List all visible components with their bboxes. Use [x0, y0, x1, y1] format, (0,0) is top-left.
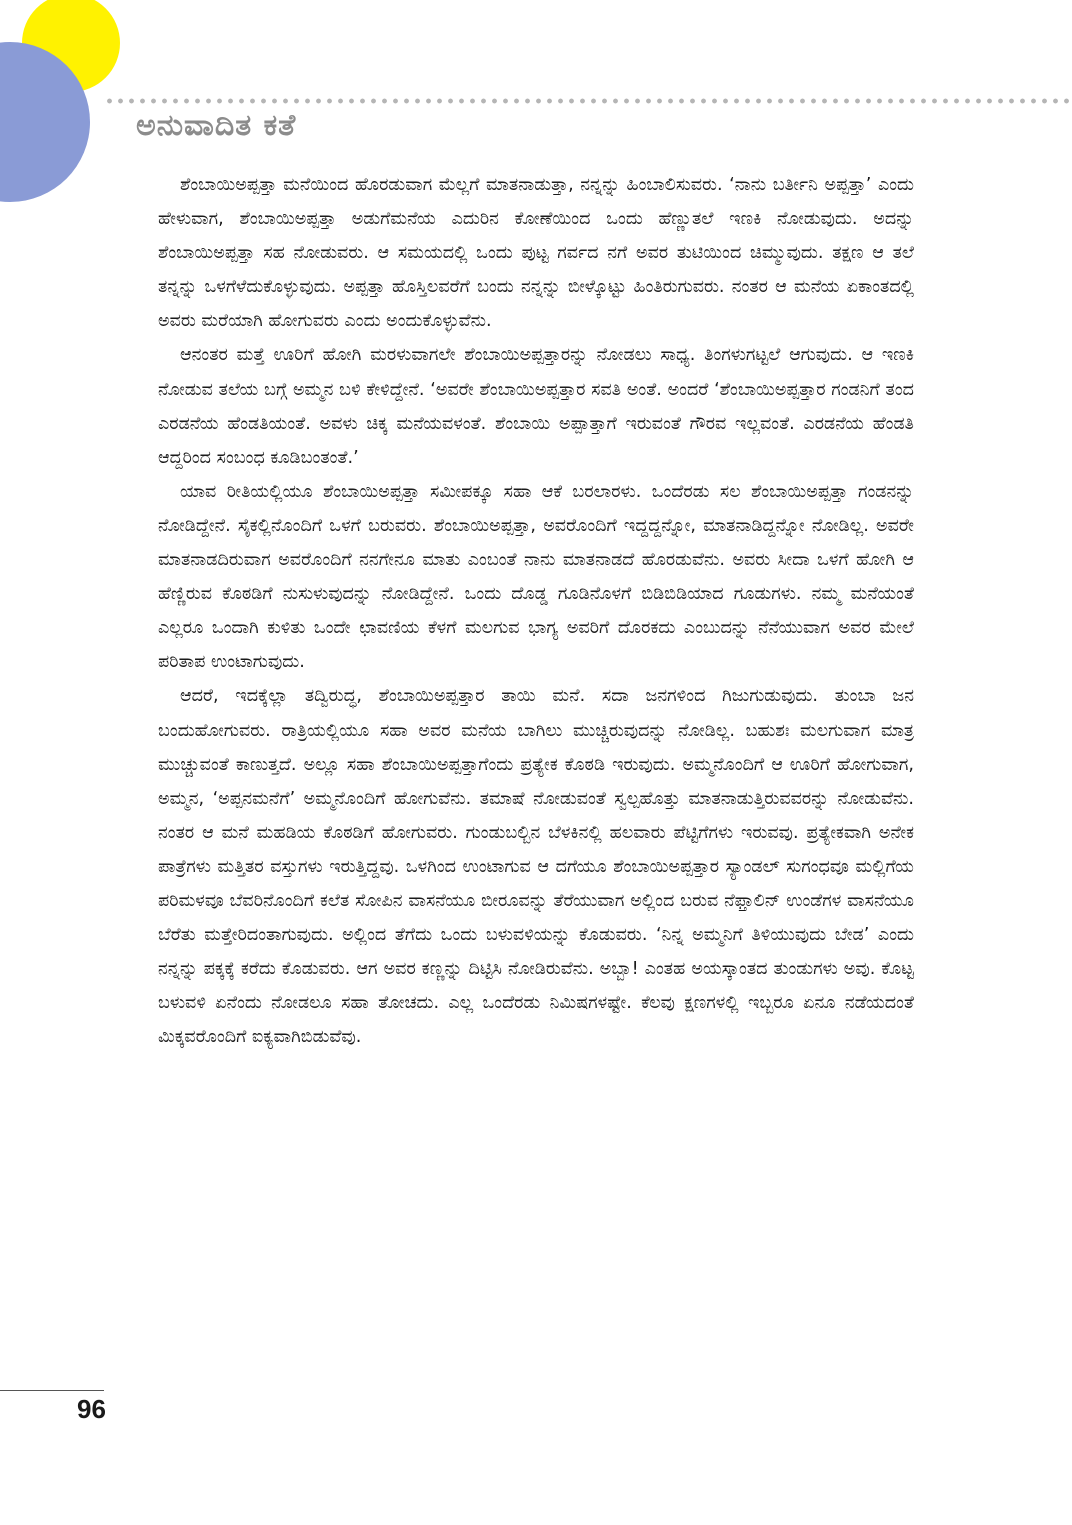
paragraph-1: ಶೆಂಬಾಯಿಅಪ್ಪತ್ತಾ ಮನೆಯಿಂದ ಹೊರಡುವಾಗ ಮೆಲ್ಲಗೆ ಮಾತನಾಡುತ್ತಾ, ನನ್ನನ್ನು ಹಿಂಬಾಲಿಸುವರು. ‘ನಾನು ಬರ್ತೀನಿ ಅಪ್ಪತ್ತಾ’ ಎಂದು ಹೇಳುವಾಗ, ಶೆಂಬಾಯಿಅಪ್ಪತ್ತಾ ಅಡುಗೆಮನೆಯ ಎದುರಿನ ಕೋಣೆಯಿಂದ ಒಂದು ಹೆಣ್ಣುತಲೆ ಇಣಕಿ ನೋಡುವುದು. ಅದನ್ನು ಶೆಂಬಾಯಿಅಪ್ಪತ್ತಾ ಸಹ ನೋಡುವರು. ಆ ಸಮಯದಲ್ಲಿ ಒಂದು ಪುಟ್ಟ ಗರ್ವದ ನಗೆ ಅವರ ತುಟಿಯಿಂದ ಚಿಮ್ಮುವುದು. ತಕ್ಷಣ ಆ ತಲೆ ತನ್ನನ್ನು ಒಳಗೆಳೆದುಕೊಳ್ಳುವುದು. ಅಪ್ಪತ್ತಾ ಹೊಸ್ತಿಲವರೆಗೆ ಬಂದು ನನ್ನನ್ನು ಬೀಳ್ಕೊಟ್ಟು ಹಿಂತಿರುಗುವರು. ನಂತರ ಆ ಮನೆಯ ಏಕಾಂತದಲ್ಲಿ ಅವರು ಮರೆಯಾಗಿ ಹೋಗುವರು ಎಂದು ಅಂದುಕೊಳ್ಳುವೆನು. — [158, 175, 914, 332]
footer-rule — [0, 1390, 104, 1391]
dotted-rule — [104, 97, 1072, 105]
paragraph-2: ಆನಂತರ ಮತ್ತೆ ಊರಿಗೆ ಹೋಗಿ ಮರಳುವಾಗಲೇ ಶೆಂಬಾಯಿಅಪ್ಪತ್ತಾರನ್ನು ನೋಡಲು ಸಾಧ್ಯ. ತಿಂಗಳುಗಟ್ಟಲೆ ಆಗುವುದು. ಆ ಇಣಕಿ ನೋಡುವ ತಲೆಯ ಬಗ್ಗೆ ಅಮ್ಮನ ಬಳಿ ಕೇಳಿದ್ದೇನೆ. ‘ಅವರೇ ಶೆಂಬಾಯಿಅಪ್ಪತ್ತಾರ ಸವತಿ ಅಂತೆ. ಅಂದರೆ ‘ಶೆಂಬಾಯಿಅಪ್ಪತ್ತಾರ ಗಂಡನಿಗೆ ತಂದ ಎರಡನೆಯ ಹೆಂಡತಿಯಂತೆ. ಅವಳು ಚಿಕ್ಕ ಮನೆಯವಳಂತೆ. ಶೆಂಬಾಯಿ ಅಪ್ಪಾತ್ತಾಗೆ ಇರುವಂತೆ ಗೌರವ ಇಲ್ಲವಂತೆ. ಎರಡನೆಯ ಹೆಂಡತಿ ಆದ್ದರಿಂದ ಸಂಬಂಧ ಕೂಡಿಬಂತಂತೆ.’ — [158, 345, 914, 468]
story-body — [158, 168, 914, 1398]
paragraph-4: ಆದರೆ, ಇದಕ್ಕೆಲ್ಲಾ ತದ್ವಿರುದ್ಧ, ಶೆಂಬಾಯಿಅಪ್ಪತ್ತಾರ ತಾಯಿ ಮನೆ. ಸದಾ ಜನಗಳಿಂದ ಗಿಜುಗುಡುವುದು. ತುಂಬಾ ಜನ ಬಂದುಹೋಗುವರು. ರಾತ್ರಿಯಲ್ಲಿಯೂ ಸಹಾ ಅವರ ಮನೆಯ ಬಾಗಿಲು ಮುಚ್ಚಿರುವುದನ್ನು ನೋಡಿಲ್ಲ. ಬಹುಶಃ ಮಲಗುವಾಗ ಮಾತ್ರ ಮುಚ್ಚುವಂತೆ ಕಾಣುತ್ತದೆ. ಅಲ್ಲೂ ಸಹಾ ಶೆಂಬಾಯಿಅಪ್ಪತ್ತಾಗೆಂದು ಪ್ರತ್ಯೇಕ ಕೊಠಡಿ ಇರುವುದು. ಅಮ್ಮನೊಂದಿಗೆ ಆ ಊರಿಗೆ ಹೋಗುವಾಗ, ಅಮ್ಮನ, ‘ಅಪ್ಪನಮನೆಗೆ’ ಅಮ್ಮನೊಂದಿಗೆ ಹೋಗುವೆನು. ತಮಾಷೆ ನೋಡುವಂತೆ ಸ್ವಲ್ಪಹೊತ್ತು ಮಾತನಾಡುತ್ತಿರುವವರನ್ನು ನೋಡುವೆನು. ನಂತರ ಆ ಮನೆ ಮಹಡಿಯ ಕೊಠಡಿಗೆ ಹೋಗುವರು. ಗುಂಡುಬಲ್ಬಿನ ಬೆಳಕಿನಲ್ಲಿ ಹಲವಾರು ಪೆಟ್ಟಿಗೆಗಳು ಇರುವವು. ಪ್ರತ್ಯೇಕವಾಗಿ ಅನೇಕ ಪಾತ್ರೆಗಳು ಮತ್ತಿತರ ವಸ್ತುಗಳು ಇರುತ್ತಿದ್ದವು. ಒಳಗಿಂದ ಉಂಟಾಗುವ ಆ ದಗೆಯೂ ಶೆಂಬಾಯಿಅಪ್ಪತ್ತಾರ ಸ್ಯಾಂಡಲ್ ಸುಗಂಧವೂ ಮಲ್ಲಿಗೆಯ ಪರಿಮಳವೂ ಬೆವರಿನೊಂದಿಗೆ ಕಲೆತ ಸೋಪಿನ ವಾಸನೆಯೂ ಬೀರೂವನ್ನು ತೆರೆಯುವಾಗ ಅಲ್ಲಿಂದ ಬರುವ ನೆಫ್ತಾಲಿನ್ ಉಂಡೆಗಳ ವಾಸನೆಯೂ ಬೆರೆತು ಮತ್ತೇರಿದಂತಾಗುವುದು. ಅಲ್ಲಿಂದ ತೆಗೆದು ಒಂದು ಬಳುವಳಿಯನ್ನು ಕೊಡುವರು. ‘ನಿನ್ನ ಅಮ್ಮನಿಗೆ ತಿಳಿಯುವುದು ಬೇಡ’ ಎಂದು ನನ್ನನ್ನು ಪಕ್ಕಕ್ಕೆ ಕರೆದು ಕೊಡುವರು. ಆಗ ಅವರ ಕಣ್ಣನ್ನು ದಿಟ್ಟಿಸಿ ನೋಡಿರುವೆನು. ಅಬ್ಬಾ! ಎಂತಹ ಅಯಸ್ಕಾಂತದ ತುಂಡುಗಳು ಅವು. ಕೊಟ್ಟ ಬಳುವಳಿ ಏನೆಂದು ನೋಡಲೂ ಸಹಾ ತೋಚದು. ಎಲ್ಲ ಒಂದೆರಡು ನಿಮಿಷಗಳಷ್ಟೇ. ಕೆಲವು ಕ್ಷಣಗಳಲ್ಲಿ ಇಬ್ಬರೂ ಏನೂ ನಡೆಯದಂತೆ ಮಿಕ್ಕವರೊಂದಿಗೆ ಐಕ್ಯವಾಗಿಬಿಡುವೆವು. — [158, 686, 914, 1048]
section-title: ಅನುವಾದಿತ ಕತೆ — [136, 108, 297, 143]
paragraph-3: ಯಾವ ರೀತಿಯಲ್ಲಿಯೂ ಶೆಂಬಾಯಿಅಪ್ಪತ್ತಾ ಸಮೀಪಕ್ಕೂ ಸಹಾ ಆಕೆ ಬರಲಾರಳು. ಒಂದೆರಡು ಸಲ ಶೆಂಬಾಯಿಅಪ್ಪತ್ತಾ ಗಂಡನನ್ನು ನೋಡಿದ್ದೇನೆ. ಸೈಕಲ್ಲಿನೊಂದಿಗೆ ಒಳಗೆ ಬರುವರು. ಶೆಂಬಾಯಿಅಪ್ಪತ್ತಾ, ಅವರೊಂದಿಗೆ ಇದ್ದದ್ದನ್ನೋ, ಮಾತನಾಡಿದ್ದನ್ನೋ ನೋಡಿಲ್ಲ. ಅವರೇ ಮಾತನಾಡದಿರುವಾಗ ಅವರೊಂದಿಗೆ ನನಗೇನೂ ಮಾತು ಎಂಬಂತೆ ನಾನು ಮಾತನಾಡದೆ ಹೊರಡುವೆನು. ಅವರು ಸೀದಾ ಒಳಗೆ ಹೋಗಿ ಆ ಹೆಣ್ಣಿರುವ ಕೊಠಡಿಗೆ ನುಸುಳುವುದನ್ನು ನೋಡಿದ್ದೇನೆ. ಒಂದು ದೊಡ್ಡ ಗೂಡಿನೊಳಗೆ ಬಿಡಿಬಿಡಿಯಾದ ಗೂಡುಗಳು. ನಮ್ಮ ಮನೆಯಂತೆ ಎಲ್ಲರೂ ಒಂದಾಗಿ ಕುಳಿತು ಒಂದೇ ಛಾವಣಿಯ ಕೆಳಗೆ ಮಲಗುವ ಭಾಗ್ಯ ಅವರಿಗೆ ದೊರಕದು ಎಂಬುದನ್ನು ನೆನೆಯುವಾಗ ಅವರ ಮೇಲೆ ಪರಿತಾಪ ಉಂಟಾಗುವುದು. — [158, 481, 914, 673]
page-number: 96 — [77, 1394, 106, 1424]
